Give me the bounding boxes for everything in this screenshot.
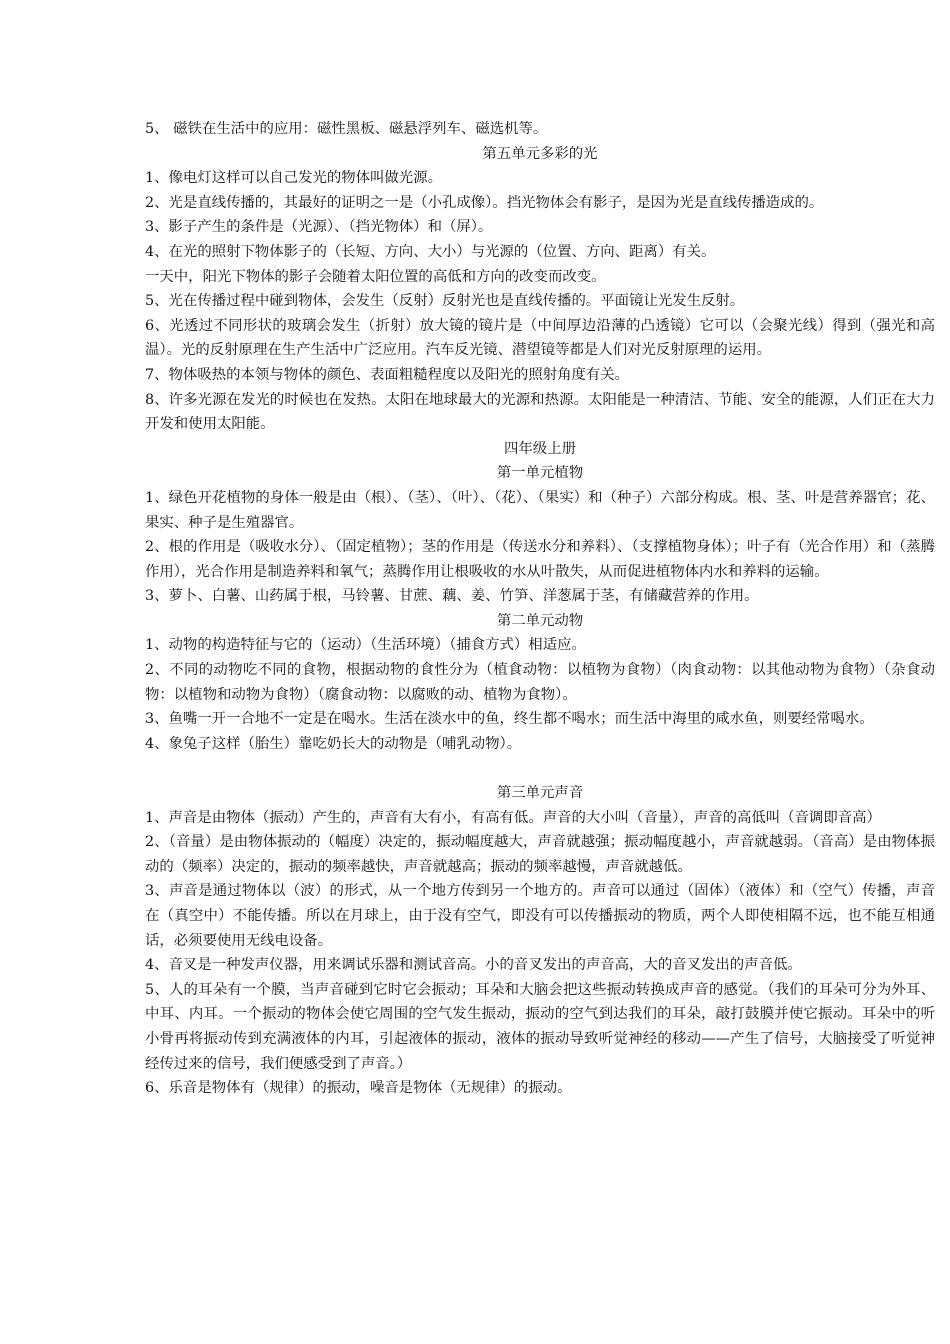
document-body: [145, 117, 935, 1101]
paragraph: 7、物体吸热的本领与物体的颜色、表面粗糙程度以及阳光的照射角度有关。: [145, 366, 630, 383]
paragraph: 6、乐音是物体有（规律）的振动，噪音是物体（无规律）的振动。: [145, 1080, 572, 1097]
paragraph: 一天中，阳光下物体的影子会随着太阳位置的高低和方向的改变而改变。: [145, 268, 606, 285]
paragraph: 2、根的作用是（吸收水分）、（固定植物）；茎的作用是（传送水分和养料）、（支撑植物身体）；叶子有（光合作用）和（蒸腾作用），光合作用是制造养料和氧气；蒸腾作用让根吸收的水从叶散失，从而促进植物体内水和养料的运输。: [145, 539, 935, 580]
paragraph: 4、在光的照射下物体影子的（长短、方向、大小）与光源的（位置、方向、距离）有关。: [145, 243, 716, 260]
blank-line: [145, 756, 935, 781]
section-heading: 第三单元声音: [496, 785, 584, 802]
paragraph: 3、影子产生的条件是（光源）、（挡光物体）和（屏）。: [145, 219, 493, 236]
paragraph: 2、（音量）是由物体振动的（幅度）决定的，振动幅度越大，声音就越强；振动幅度越小，声音就越弱。（音高）是由物体振动的（频率）决定的，振动的频率越快，声音就越高；振动的频率越慢，声音就越低。: [145, 834, 935, 875]
paragraph: 6、光透过不同形状的玻璃会发生（折射）放大镜的镜片是（中间厚边沿薄的凸透镜）它可以（会聚光线）得到（强光和高温）。光的反射原理在生产生活中广泛应用。汽车反光镜、潜望镜等都是人们对光反射原理的运用。: [145, 317, 935, 359]
paragraph: 5、 磁铁在生活中的应用：磁性黑板、磁悬浮列车、磁选机等。: [145, 121, 548, 137]
section-heading: 第五单元多彩的光: [482, 145, 598, 162]
section-heading: 第二单元动物: [496, 612, 584, 629]
paragraph: 3、萝卜、白薯、山药属于根，马铃薯、甘蔗、藕、姜、竹笋、洋葱属于茎，有储藏营养的作用。: [145, 588, 759, 605]
paragraph: 4、音叉是一种发声仪器，用来调试乐器和测试音高。小的音叉发出的声音高，大的音叉发出的声音低。: [145, 957, 802, 974]
paragraph: 8、许多光源在发光的时候也在发热。太阳在地球最大的光源和热源。太阳能是一种清洁、节能、安全的能源，人们正在大力开发和使用太阳能。: [145, 391, 935, 433]
paragraph: 2、光是直线传播的，其最好的证明之一是（小孔成像）。挡光物体会有影子，是因为光是直线传播造成的。: [145, 194, 824, 211]
section-heading: 四年级上册: [504, 440, 576, 457]
paragraph: 4、象兔子这样（胎生）靠吃奶长大的动物是（哺乳动物）。: [145, 735, 522, 752]
section-heading: 第一单元植物: [496, 465, 584, 482]
paragraph: 5、人的耳朵有一个膜，当声音碰到它时它会振动；耳朵和大脑会把这些振动转换成声音的感觉。（我们的耳朵可分为外耳、中耳、内耳。一个振动的物体会使它周围的空气发生振动，振动的空气到达我们的耳朵，敲打鼓膜并使它振动。耳朵中的听小骨再将振动传到充满液体的内耳，引起液体的振动，液体的振动导致听觉神经的移动——产生了信号，大脑接受了听觉神经传过来的信号，我们便感受到了声音。）: [145, 981, 935, 1072]
paragraph: 3、声音是通过物体以（波）的形式，从一个地方传到另一个地方的。声音可以通过（固体）（液体）和（空气）传播，声音在（真空中）不能传播。所以在月球上，由于没有空气，即没有可以传播振动的物质，两个人即使相隔不远，也不能互相通话，必须要使用无线电设备。: [145, 883, 935, 949]
paragraph: 1、像电灯这样可以自己发光的物体叫做光源。: [145, 170, 442, 187]
paragraph: 1、动物的构造特征与它的（运动）（生活环境）（捕食方式）相适应。: [145, 637, 586, 654]
paragraph: 1、绿色开花植物的身体一般是由（根）、（茎）、（叶）、（花）、（果实）和（种子）六部分构成。根、茎、叶是营养器官；花、果实、种子是生殖器官。: [145, 489, 935, 531]
paragraph: 5、光在传播过程中碰到物体，会发生（反射）反射光也是直线传播的。平面镜让光发生反射。: [145, 293, 745, 310]
paragraph: 2、不同的动物吃不同的食物，根据动物的食性分为（植食动物：以植物为食物）（肉食动物：以其他动物为食物）（杂食动物：以植物和动物为食物）（腐食动物：以腐败的动、植物为食物）。: [145, 662, 935, 703]
paragraph: 3、鱼嘴一开一合地不一定是在喝水。生活在淡水中的鱼，终生都不喝水；而生活中海里的咸水鱼，则要经常喝水。: [145, 711, 874, 728]
paragraph: 1、声音是由物体（振动）产生的，声音有大有小，有高有低。声音的大小叫（音量），声音的高低叫（音调即音高）: [145, 809, 881, 826]
